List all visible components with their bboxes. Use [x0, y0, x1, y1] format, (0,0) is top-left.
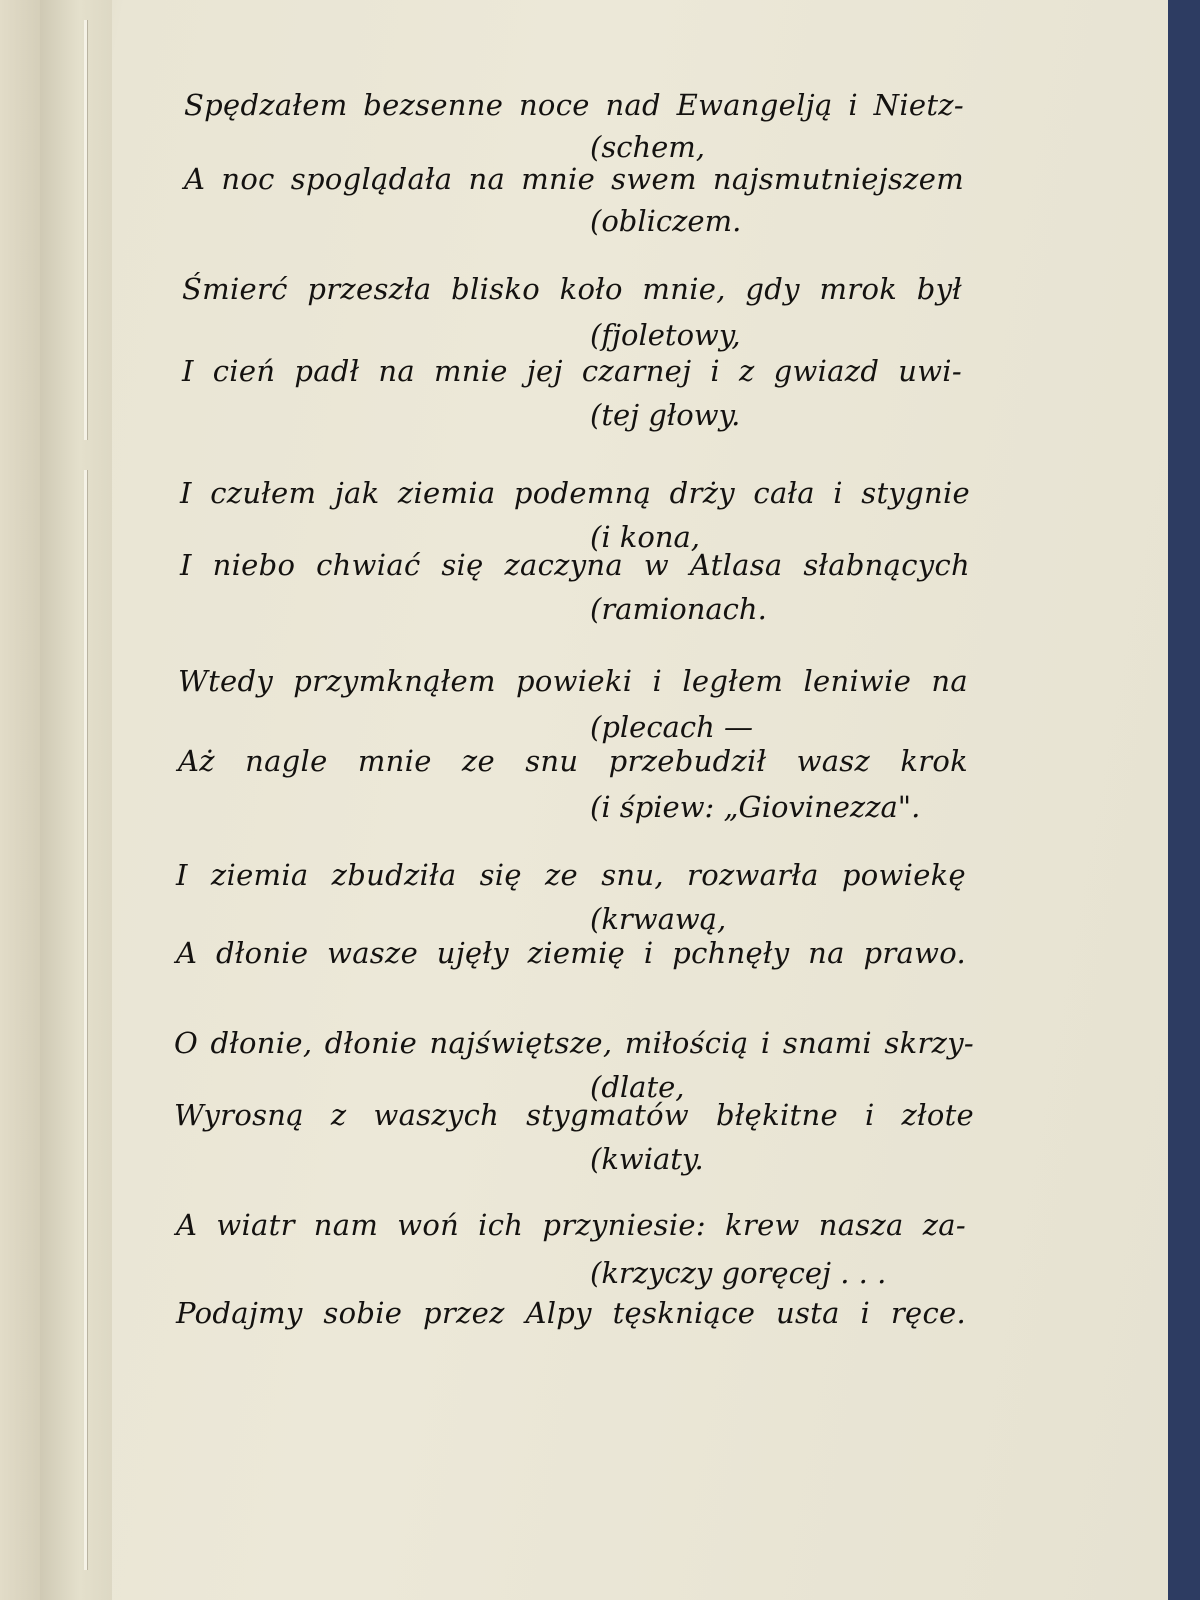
poem-line-continuation: (fjoletowy, [590, 318, 741, 352]
poem-line: A wiatr nam woń ich przyniesie: krew nasza za- [176, 1208, 966, 1242]
poem-line-continuation: (i kona, [590, 520, 701, 554]
poem-line-continuation: (krwawą, [590, 902, 727, 936]
poem-line-continuation: (plecach — [590, 710, 753, 744]
poem-line: Śmierć przeszła blisko koło mnie, gdy mrok był [182, 272, 962, 306]
poem-line-continuation: (kwiaty. [590, 1142, 704, 1176]
poem-line: I czułem jak ziemia podemną drży cała i stygnie [180, 476, 970, 510]
poem-line: Spędzałem bezsenne noce nad Ewangelją i Nietz- [184, 88, 964, 122]
poem-line: A dłonie wasze ujęły ziemię i pchnęły na prawo. [176, 936, 966, 970]
poem-line: I ziemia zbudziła się ze snu, rozwarła powiekę [176, 858, 966, 892]
poem-line: A noc spoglądała na mnie swem najsmutniejszem [184, 162, 964, 196]
poem-line: O dłonie, dłonie najświętsze, miłością i snami skrzy- [174, 1026, 974, 1060]
poem-line: Podajmy sobie przez Alpy tęskniące usta i ręce. [176, 1296, 966, 1330]
poem-line-continuation: (tej głowy. [590, 398, 741, 432]
poem-line-continuation: (i śpiew: „Giovinezza". [590, 790, 921, 824]
poem-line-continuation: (schem, [590, 130, 705, 164]
poem-line: Wyrosną z waszych stygmatów błękitne i złote [174, 1098, 974, 1132]
poem-line-continuation: (ramionach. [590, 592, 767, 626]
poem-line: Wtedy przymknąłem powieki i ległem leniwie na [178, 664, 968, 698]
poem-line-continuation: (krzyczy goręcej . . . [590, 1256, 887, 1290]
poem-line: Aż nagle mnie ze snu przebudził wasz krok [178, 744, 968, 778]
poem-line: I niebo chwiać się zaczyna w Atlasa słabnących [180, 548, 970, 582]
poem-line-continuation: (obliczem. [590, 204, 742, 238]
poem-line-continuation: (dlate, [590, 1070, 685, 1104]
poem-line: I cień padł na mnie jej czarnej i z gwiazd uwi- [182, 354, 962, 388]
